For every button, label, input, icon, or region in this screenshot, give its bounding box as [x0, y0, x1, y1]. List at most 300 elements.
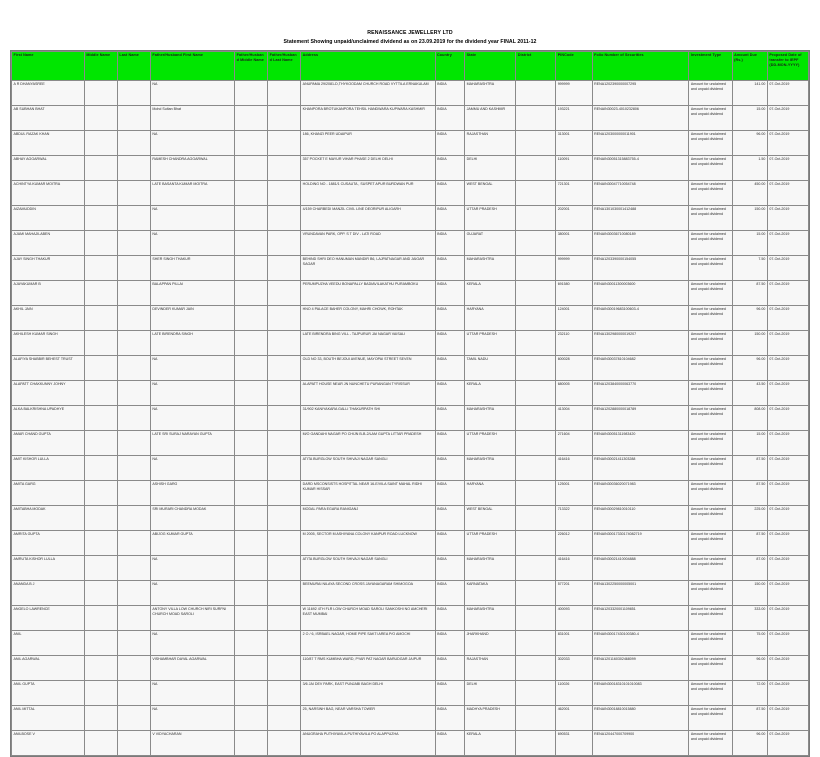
cell-father-first: LATE BIRENDRA SINGH — [150, 331, 234, 356]
dividend-table-container — [10, 50, 810, 757]
cell-middle-name — [84, 706, 117, 731]
cell-last-name — [117, 131, 150, 156]
cell-father-middle — [235, 131, 268, 156]
cell-folio: RENAIN30017330174082719 — [592, 531, 689, 556]
cell-proposed-date: 07-Oct-2019 — [767, 206, 808, 231]
table-row[interactable] — [12, 156, 809, 181]
cell-folio: RENAIN30011300003600 — [592, 281, 689, 306]
cell-father-middle — [235, 206, 268, 231]
cell-amount: 225.00 — [732, 506, 767, 531]
cell-district — [516, 581, 556, 606]
column-header-father-husband-middle-name[interactable]: Father/Husband Middle Name — [235, 52, 268, 81]
cell-country: INDIA — [435, 581, 465, 606]
table-row[interactable] — [12, 456, 809, 481]
cell-first-name: ANILBOSE V — [12, 731, 85, 756]
table-row[interactable] — [12, 556, 809, 581]
cell-country: INDIA — [435, 731, 465, 756]
cell-investment-type: Amount for unclaimed and unpaid dividend — [689, 406, 732, 431]
cell-amount: 15.00 — [732, 106, 767, 131]
cell-state: MAHARASHTRA — [465, 606, 516, 631]
cell-district — [516, 281, 556, 306]
cell-father-first: VISHAMBHAR DAYAL AGARWAL — [150, 656, 234, 681]
cell-investment-type: Amount for unclaimed and unpaid dividend — [689, 231, 732, 256]
cell-state: UTTAR PRADESH — [465, 431, 516, 456]
cell-country: INDIA — [435, 456, 465, 481]
cell-middle-name — [84, 306, 117, 331]
cell-amount: 87.00 — [732, 556, 767, 581]
column-header-state[interactable]: State — [465, 52, 516, 81]
cell-district — [516, 306, 556, 331]
cell-country: INDIA — [435, 231, 465, 256]
table-row[interactable] — [12, 81, 809, 106]
cell-amount: 87.50 — [732, 281, 767, 306]
cell-father-last — [268, 456, 301, 481]
cell-middle-name — [84, 556, 117, 581]
cell-pincode: 680005 — [556, 381, 592, 406]
table-row[interactable] — [12, 731, 809, 756]
cell-investment-type: Amount for unclaimed and unpaid dividend — [689, 131, 732, 156]
cell-father-middle — [235, 456, 268, 481]
cell-amount: 141.00 — [732, 81, 767, 106]
cell-country: INDIA — [435, 506, 465, 531]
cell-father-last — [268, 581, 301, 606]
cell-amount: 150.00 — [732, 331, 767, 356]
cell-first-name: AMRUTA KISHOR LULLA — [12, 556, 85, 581]
cell-first-name: AMIT KISHOR LULLA — [12, 456, 85, 481]
cell-address: M/O GANDAHI NAGAR PO CHIJN B-B-2/LAM GUPTA LITTAR PRADESH — [301, 431, 435, 456]
cell-amount: 150.00 — [732, 206, 767, 231]
column-header-father-husband-first-name[interactable]: Father/Husband First Name — [150, 52, 234, 81]
table-row[interactable] — [12, 581, 809, 606]
cell-address: BEHIND SHRI DEO HANUMAN MANDIR B6, LAJPATNAGAR AND JAIGAR SAGAR — [301, 256, 435, 281]
cell-first-name: ALKA BALKRISHNA UPADHYE — [12, 406, 85, 431]
cell-country: INDIA — [435, 206, 465, 231]
cell-country: INDIA — [435, 331, 465, 356]
cell-state: JHARKHAND — [465, 631, 516, 656]
cell-investment-type: Amount for unclaimed and unpaid dividend — [689, 81, 732, 106]
cell-pincode: 600028 — [556, 356, 592, 381]
cell-country: INDIA — [435, 656, 465, 681]
cell-folio: RENAIN30018310101010083 — [592, 681, 689, 706]
cell-folio: RENAIN30047710054748 — [592, 181, 689, 206]
cell-pincode: 416416 — [556, 456, 592, 481]
cell-folio: RENAIN30019683100603-4 — [592, 306, 689, 331]
cell-middle-name — [84, 731, 117, 756]
cell-district — [516, 206, 556, 231]
cell-proposed-date: 07-Oct-2019 — [767, 506, 808, 531]
cell-last-name — [117, 706, 150, 731]
column-header-first-name[interactable]: First Name — [12, 52, 85, 81]
cell-investment-type: Amount for unclaimed and unpaid dividend — [689, 331, 732, 356]
cell-middle-name — [84, 406, 117, 431]
cell-folio: RENAIN30036020071983 — [592, 481, 689, 506]
cell-investment-type: Amount for unclaimed and unpaid dividend — [689, 681, 732, 706]
cell-father-last — [268, 156, 301, 181]
cell-address: ATITA BURGLOW SOUTH SHIVAJI NAGAR SANGLI — [301, 556, 435, 581]
cell-investment-type: Amount for unclaimed and unpaid dividend — [689, 481, 732, 506]
cell-district — [516, 381, 556, 406]
table-row[interactable] — [12, 281, 809, 306]
cell-proposed-date: 07-Oct-2019 — [767, 456, 808, 481]
cell-district — [516, 531, 556, 556]
column-header-last-name[interactable]: Last Name — [117, 52, 150, 81]
cell-state: WEST BENGAL — [465, 181, 516, 206]
cell-proposed-date: 07-Oct-2019 — [767, 656, 808, 681]
cell-folio: RENA1202880000018789 — [592, 406, 689, 431]
cell-father-middle — [235, 81, 268, 106]
cell-pincode: 193221 — [556, 106, 592, 131]
cell-first-name: AJAMI MAHAJILABEN — [12, 231, 85, 256]
cell-folio: RENAIN30017430100380-4 — [592, 631, 689, 656]
cell-country: INDIA — [435, 431, 465, 456]
cell-district — [516, 231, 556, 256]
cell-amount: 15.00 — [732, 231, 767, 256]
cell-district — [516, 731, 556, 756]
cell-amount: 96.00 — [732, 731, 767, 756]
cell-last-name — [117, 406, 150, 431]
cell-middle-name — [84, 131, 117, 156]
cell-father-middle — [235, 481, 268, 506]
cell-investment-type: Amount for unclaimed and unpaid dividend — [689, 706, 732, 731]
cell-state: GUJARAT — [465, 231, 516, 256]
table-row[interactable] — [12, 706, 809, 731]
cell-middle-name — [84, 656, 117, 681]
cell-first-name: ANGELO LAWRENCE — [12, 606, 85, 631]
cell-folio: RENAIN30018810015880 — [592, 706, 689, 731]
cell-investment-type: Amount for unclaimed and unpaid dividend — [689, 581, 732, 606]
cell-district — [516, 556, 556, 581]
cell-father-middle — [235, 231, 268, 256]
cell-investment-type: Amount for unclaimed and unpaid dividend — [689, 631, 732, 656]
cell-amount: 333.00 — [732, 606, 767, 631]
cell-father-last — [268, 181, 301, 206]
cell-pincode: 202001 — [556, 206, 592, 231]
cell-middle-name — [84, 456, 117, 481]
company-name: RENAISSANCE JEWELLERY LTD — [367, 30, 453, 36]
cell-address: 186, KHANZI PEER UDAIPUR — [301, 131, 435, 156]
cell-folio: RENA1203390000154055 — [592, 256, 689, 281]
cell-father-first: NA — [150, 556, 234, 581]
cell-address: 25, NARSINH BAG, NEAR VARSHA TOWER — [301, 706, 435, 731]
cell-father-first: RAMESH CHANDRA AGGARWAL — [150, 156, 234, 181]
table-row[interactable] — [12, 631, 809, 656]
cell-district — [516, 331, 556, 356]
table-row[interactable] — [12, 531, 809, 556]
cell-address: ATITA BURGLOW SOUTH SHIVAJI NAGAR SANGLI — [301, 456, 435, 481]
cell-father-first: NA — [150, 456, 234, 481]
cell-father-last — [268, 256, 301, 281]
cell-father-last — [268, 631, 301, 656]
cell-state: KERALA — [465, 731, 516, 756]
cell-folio: RENA1302980000019207 — [592, 331, 689, 356]
cell-pincode: 713322 — [556, 506, 592, 531]
cell-middle-name — [84, 431, 117, 456]
cell-father-first: V VIDYACHARAN — [150, 731, 234, 756]
cell-state: KARNATAKA — [465, 581, 516, 606]
cell-district — [516, 681, 556, 706]
cell-middle-name — [84, 106, 117, 131]
cell-investment-type: Amount for unclaimed and unpaid dividend — [689, 556, 732, 581]
cell-folio: RENAIN30037810104682 — [592, 356, 689, 381]
cell-district — [516, 506, 556, 531]
cell-amount: 450.00 — [732, 181, 767, 206]
table-row[interactable] — [12, 606, 809, 631]
cell-state: UTTAR PRADESH — [465, 531, 516, 556]
cell-address: DARD MSCONSISTS HOSPITTAL NEAR 16-E/VILA SAINT MAHAL RIDHI KUMAR HISSAR — [301, 481, 435, 506]
cell-state: MAHARASHTRA — [465, 256, 516, 281]
cell-folio: RENA1202390000007295 — [592, 81, 689, 106]
cell-state: JAMMU AND KASHMIR — [465, 106, 516, 131]
cell-district — [516, 81, 556, 106]
cell-father-middle — [235, 331, 268, 356]
cell-address: KHANPORA BROTUKANPORA TEHSIL HANDWARA KUPWARA KASHMIR — [301, 106, 435, 131]
cell-father-middle — [235, 581, 268, 606]
cell-father-middle — [235, 531, 268, 556]
column-header-investment-type[interactable]: Investment Type — [689, 52, 732, 81]
cell-father-last — [268, 606, 301, 631]
cell-pincode: 313001 — [556, 131, 592, 156]
cell-last-name — [117, 581, 150, 606]
cell-state: KERALA — [465, 381, 516, 406]
table-row[interactable] — [12, 431, 809, 456]
cell-middle-name — [84, 181, 117, 206]
cell-pincode: 271604 — [556, 431, 592, 456]
cell-district — [516, 606, 556, 631]
table-row[interactable] — [12, 356, 809, 381]
cell-investment-type: Amount for unclaimed and unpaid dividend — [689, 606, 732, 631]
cell-father-last — [268, 306, 301, 331]
cell-amount: 150.00 — [732, 581, 767, 606]
cell-amount: 87.50 — [732, 706, 767, 731]
unpaid-dividend-table — [11, 51, 809, 756]
table-row[interactable] — [12, 306, 809, 331]
cell-pincode: 721301 — [556, 181, 592, 206]
table-header-row — [12, 52, 809, 81]
cell-pincode: 380001 — [556, 231, 592, 256]
cell-father-last — [268, 506, 301, 531]
cell-proposed-date: 07-Oct-2019 — [767, 381, 808, 406]
column-header-proposed-date-of-transfer-to-iepf-dd-mon-yyyy[interactable]: Proposed Date of transfer to IEPF (DD-MON-YYYY) — [767, 52, 808, 81]
cell-father-first: NA — [150, 406, 234, 431]
cell-country: INDIA — [435, 306, 465, 331]
cell-country: INDIA — [435, 81, 465, 106]
cell-address: 4/159 CHARBEDI MANZIL CIVIL LINE DEORIPUR ALIGARH — [301, 206, 435, 231]
cell-proposed-date: 07-Oct-2019 — [767, 181, 808, 206]
table-row[interactable] — [12, 381, 809, 406]
cell-last-name — [117, 356, 150, 381]
column-header-folio-number-of-securities[interactable]: Folio Number of Securities — [592, 52, 689, 81]
table-row[interactable] — [12, 656, 809, 681]
cell-amount: 87.50 — [732, 531, 767, 556]
cell-folio: RENAIN30036710080189 — [592, 231, 689, 256]
cell-amount: 43.50 — [732, 381, 767, 406]
cell-last-name — [117, 506, 150, 531]
table-row[interactable] — [12, 406, 809, 431]
cell-amount: 72.00 — [732, 681, 767, 706]
cell-middle-name — [84, 681, 117, 706]
cell-father-middle — [235, 381, 268, 406]
table-row[interactable] — [12, 231, 809, 256]
cell-proposed-date: 07-Oct-2019 — [767, 356, 808, 381]
cell-amount: 1.50 — [732, 156, 767, 181]
cell-investment-type: Amount for unclaimed and unpaid dividend — [689, 156, 732, 181]
column-header-father-husband-last-name[interactable]: Father/Husband Last Name — [268, 52, 301, 81]
table-row[interactable] — [12, 206, 809, 231]
cell-father-middle — [235, 256, 268, 281]
table-row[interactable] — [12, 106, 809, 131]
cell-father-last — [268, 731, 301, 756]
cell-father-middle — [235, 156, 268, 181]
cell-pincode: 577201 — [556, 581, 592, 606]
cell-father-middle — [235, 606, 268, 631]
cell-proposed-date: 07-Oct-2019 — [767, 306, 808, 331]
cell-last-name — [117, 281, 150, 306]
cell-last-name — [117, 306, 150, 331]
cell-address: M 2005, SECTOR M ASHIYANA COLONY KANPUR ROAD LUCKNOW — [301, 531, 435, 556]
cell-address: HNO 4 PALACE BAHER COLONY, MAHRI CHOWK, ROHTAK — [301, 306, 435, 331]
table-row[interactable] — [12, 256, 809, 281]
table-row[interactable] — [12, 331, 809, 356]
column-header-address[interactable]: Address — [301, 52, 435, 81]
cell-father-first: NA — [150, 81, 234, 106]
cell-proposed-date: 07-Oct-2019 — [767, 106, 808, 131]
cell-father-middle — [235, 506, 268, 531]
cell-first-name: ANIL MITTAL — [12, 706, 85, 731]
cell-proposed-date: 07-Oct-2019 — [767, 481, 808, 506]
cell-investment-type: Amount for unclaimed and unpaid dividend — [689, 181, 732, 206]
cell-father-middle — [235, 731, 268, 756]
cell-pincode: 691580 — [556, 281, 592, 306]
cell-proposed-date: 07-Oct-2019 — [767, 431, 808, 456]
cell-country: INDIA — [435, 256, 465, 281]
cell-proposed-date: 07-Oct-2019 — [767, 681, 808, 706]
cell-first-name: ALAFIYA SHABBIR BEHEST TRUST — [12, 356, 85, 381]
cell-proposed-date: 07-Oct-2019 — [767, 156, 808, 181]
cell-father-first: Mohd Sultan Bhat — [150, 106, 234, 131]
cell-state: MAHARASHTRA — [465, 556, 516, 581]
cell-pincode: 462001 — [556, 706, 592, 731]
cell-address: 31/902 KANIYAKARA GALLI THAKURPATH SHI — [301, 406, 435, 431]
cell-pincode: 110091 — [556, 156, 592, 181]
cell-country: INDIA — [435, 131, 465, 156]
table-row[interactable] — [12, 181, 809, 206]
column-header-amount-due-rs[interactable]: Amount Due (Rs.) — [732, 52, 767, 81]
cell-father-middle — [235, 706, 268, 731]
cell-father-first: NA — [150, 381, 234, 406]
cell-state: MAHARASHTRA — [465, 456, 516, 481]
cell-amount: 7.50 — [732, 256, 767, 281]
cell-father-middle — [235, 681, 268, 706]
cell-state: UTTAR PRADESH — [465, 206, 516, 231]
cell-proposed-date: 07-Oct-2019 — [767, 131, 808, 156]
cell-father-first: SRI MURARI CHANDRA MODAK — [150, 506, 234, 531]
table-row[interactable] — [12, 506, 809, 531]
cell-proposed-date: 07-Oct-2019 — [767, 631, 808, 656]
cell-father-first: NA — [150, 581, 234, 606]
cell-first-name: ACHINTYA KUMAR MOITRA — [12, 181, 85, 206]
table-row[interactable] — [12, 481, 809, 506]
cell-folio: RENAIN30021411303288 — [592, 456, 689, 481]
cell-first-name: ANIL — [12, 631, 85, 656]
cell-middle-name — [84, 231, 117, 256]
cell-father-last — [268, 556, 301, 581]
cell-state: DELHI — [465, 681, 516, 706]
cell-first-name: ALAPATT CHAKKUNNY JOHNY — [12, 381, 85, 406]
cell-address: 110/87 T RMS KUMBHA WARD, PYAR PAT NAGAR BARUDGAR JAIPUR — [301, 656, 435, 681]
cell-father-middle — [235, 181, 268, 206]
column-header-middle-name[interactable]: Middle Name — [84, 52, 117, 81]
cell-state: MAHARASHTRA — [465, 81, 516, 106]
cell-folio: RENA1301030001412488 — [592, 206, 689, 231]
cell-father-first: NA — [150, 681, 234, 706]
cell-amount: 96.00 — [732, 131, 767, 156]
cell-last-name — [117, 156, 150, 181]
cell-address: MODAL PARA EGARA RANIGANJ — [301, 506, 435, 531]
cell-state: KERALA — [465, 281, 516, 306]
cell-pincode: 226012 — [556, 531, 592, 556]
cell-district — [516, 156, 556, 181]
cell-father-first: LATE SRI SURAJ NARAYAN GUPTA — [150, 431, 234, 456]
cell-investment-type: Amount for unclaimed and unpaid dividend — [689, 456, 732, 481]
cell-folio: RENA1302250000005001 — [592, 581, 689, 606]
cell-middle-name — [84, 331, 117, 356]
cell-father-middle — [235, 631, 268, 656]
cell-proposed-date: 07-Oct-2019 — [767, 406, 808, 431]
cell-father-middle — [235, 306, 268, 331]
cell-father-last — [268, 81, 301, 106]
cell-district — [516, 706, 556, 731]
cell-folio: RENAIN30029810010110 — [592, 506, 689, 531]
cell-middle-name — [84, 81, 117, 106]
cell-father-first: NA — [150, 631, 234, 656]
cell-pincode: 413004 — [556, 406, 592, 431]
cell-father-middle — [235, 556, 268, 581]
cell-father-last — [268, 681, 301, 706]
cell-state: RAJASTHAN — [465, 656, 516, 681]
table-row[interactable] — [12, 131, 809, 156]
cell-last-name — [117, 431, 150, 456]
cell-country: INDIA — [435, 631, 465, 656]
cell-country: INDIA — [435, 406, 465, 431]
cell-first-name: ANIL GUPTA — [12, 681, 85, 706]
cell-investment-type: Amount for unclaimed and unpaid dividend — [689, 506, 732, 531]
cell-district — [516, 106, 556, 131]
cell-country: INDIA — [435, 106, 465, 131]
cell-father-last — [268, 206, 301, 231]
column-header-district[interactable]: District — [516, 52, 556, 81]
cell-amount: 808.00 — [732, 406, 767, 431]
cell-district — [516, 431, 556, 456]
table-row[interactable] — [12, 681, 809, 706]
cell-folio: RENAIN30051315883755-4 — [592, 156, 689, 181]
cell-address: PERUMPUZHA VEEDU BONAPALLY BADIAVILAKATHU PURAMBOKU — [301, 281, 435, 306]
cell-first-name: AMAR CHAND GUPTA — [12, 431, 85, 456]
cell-state: UTTAR PRADESH — [465, 331, 516, 356]
cell-country: INDIA — [435, 281, 465, 306]
cell-address: LATE BIRENDRA BING VILL - TAJPURUR JAI NAGAR VAISALI — [301, 331, 435, 356]
cell-address: ANUGRAHA PUTHIYAVILA PUTHIYAVILA PO ALAPPUZHA — [301, 731, 435, 756]
cell-proposed-date: 07-Oct-2019 — [767, 606, 808, 631]
column-header-pincode[interactable]: PINCode — [556, 52, 592, 81]
cell-district — [516, 406, 556, 431]
cell-father-last — [268, 656, 301, 681]
cell-middle-name — [84, 581, 117, 606]
cell-last-name — [117, 81, 150, 106]
cell-investment-type: Amount for unclaimed and unpaid dividend — [689, 206, 732, 231]
column-header-country[interactable]: Country — [435, 52, 465, 81]
cell-district — [516, 656, 556, 681]
cell-address: W 11692 4TH FLR LOW CHURCH MOAD SAROLI SANKOSHI NO AMCHERI EAST MUMBAI — [301, 606, 435, 631]
